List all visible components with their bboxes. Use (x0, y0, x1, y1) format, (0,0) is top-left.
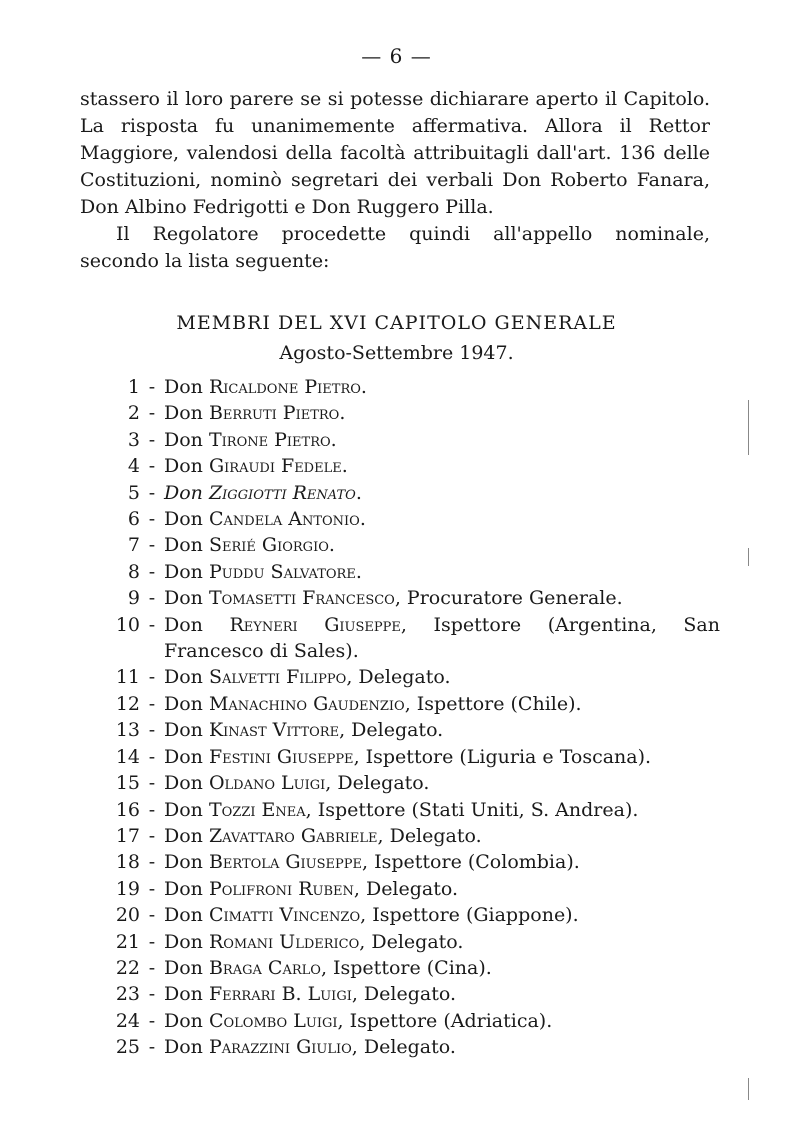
member-role: . (355, 481, 362, 504)
member-title: Don (164, 508, 203, 531)
member-title: Don (164, 613, 203, 636)
member-item (80, 717, 720, 743)
member-number: 8 (127, 560, 140, 583)
member-title: Don (164, 904, 203, 927)
member-number: 13 (115, 719, 140, 742)
member-dash: - (148, 930, 156, 953)
member-number: 18 (115, 851, 140, 874)
member-number: 20 (115, 904, 140, 927)
member-role: . (328, 534, 335, 557)
member-title: Don (164, 851, 203, 874)
intro-paragraph-2: Il Regolatore procedette quindi all'appello nominale, secondo la lista seguente: (80, 223, 710, 272)
member-name: Tirone Pietro (208, 428, 331, 451)
member-dash: - (148, 534, 156, 557)
member-title: Don (164, 983, 203, 1006)
member-item (80, 374, 720, 400)
member-title: Don (164, 1009, 203, 1032)
member-title: Don (164, 798, 203, 821)
member-name: Parazzini Giulio (208, 1036, 352, 1059)
member-text (164, 981, 720, 1007)
member-text (164, 929, 720, 955)
member-text (164, 876, 720, 902)
member-title: Don (164, 956, 203, 979)
member-number: 6 (127, 508, 140, 531)
member-number: 1 (127, 376, 140, 398)
member-dash: - (148, 508, 156, 531)
member-role: , Delegato. (359, 930, 464, 953)
member-text (164, 1034, 720, 1060)
member-number: 16 (115, 798, 140, 821)
member-title: Don (164, 455, 203, 478)
member-name: Candela Antonio (208, 508, 360, 531)
member-item (80, 1034, 720, 1060)
member-title: Don (164, 719, 203, 742)
member-text (164, 717, 720, 743)
member-text (164, 770, 720, 796)
member-number: 14 (115, 745, 140, 768)
member-dash: - (148, 877, 156, 900)
member-item (80, 400, 720, 426)
member-number: 15 (115, 772, 140, 795)
margin-mark (748, 548, 749, 566)
member-text (164, 849, 720, 875)
member-role: . (341, 455, 348, 478)
member-number: 22 (115, 956, 140, 979)
member-name: Manachino Gaudenzio (208, 692, 405, 715)
member-title: Don (164, 745, 203, 768)
member-dash: - (148, 455, 156, 478)
member-role: , Delegato. (377, 824, 482, 847)
member-role: , Ispettore (Colombia). (362, 851, 580, 874)
member-item (80, 955, 720, 981)
member-role: . (355, 560, 362, 583)
member-item (80, 664, 720, 690)
member-title: Don (164, 877, 203, 900)
member-name: Tomasetti Francesco (208, 587, 395, 610)
member-item (80, 612, 720, 665)
member-title: Don (164, 666, 203, 689)
member-role: , Delegato. (325, 772, 430, 795)
member-number: 7 (127, 534, 140, 557)
intro-paragraph-1: stassero il loro parere se si potesse dichiarare aperto il Capitolo. La risposta fu unanimemente affermativa. Allora il Rettor Maggiore, valendosi della facoltà attribuitagli dall'art. 136 delle Costituzioni, nominò segretari dei verbali Don Roberto Fanara, Don Albino Fedrigotti e Don Ruggero Pilla. (80, 88, 710, 218)
member-name: Puddu Salvatore (208, 560, 356, 583)
member-role: , Procuratore Generale. (394, 587, 623, 610)
member-item (80, 929, 720, 955)
member-dash: - (148, 376, 156, 398)
member-dash: - (148, 798, 156, 821)
member-name: Kinast Vittore (208, 719, 340, 742)
member-name: Bertola Giuseppe (208, 851, 363, 874)
member-dash: - (148, 692, 156, 715)
member-text (164, 427, 720, 453)
member-role: . (339, 402, 346, 425)
member-dash: - (148, 666, 156, 689)
member-role: . (359, 508, 366, 531)
member-number: 24 (115, 1009, 140, 1032)
member-item (80, 1008, 720, 1034)
member-name: Serié Giorgio (208, 534, 329, 557)
member-title: Don (164, 428, 203, 451)
member-dash: - (148, 904, 156, 927)
member-title: Don (164, 376, 203, 398)
member-item (80, 849, 720, 875)
member-dash: - (148, 983, 156, 1006)
member-name: Reyneri Giuseppe (229, 613, 401, 636)
member-name: Ferrari B. Luigi (208, 983, 352, 1006)
member-dash: - (148, 956, 156, 979)
member-name: Braga Carlo (208, 956, 321, 979)
member-item (80, 876, 720, 902)
member-text (164, 374, 720, 400)
member-text (164, 744, 720, 770)
member-number: 23 (115, 983, 140, 1006)
member-item (80, 744, 720, 770)
member-role: , Ispettore (Chile). (404, 692, 582, 715)
member-name: Romani Ulderico (208, 930, 360, 953)
member-dash: - (148, 1009, 156, 1032)
member-title: Don (164, 772, 203, 795)
member-role: , Delegato. (351, 983, 456, 1006)
member-name: Colombo Luigi (208, 1009, 338, 1032)
member-role: , Ispettore (Giappone). (360, 904, 579, 927)
member-title: Don (164, 930, 203, 953)
member-role: , Delegato. (339, 719, 444, 742)
intro-text (80, 86, 710, 275)
member-text (164, 612, 720, 665)
members-list (80, 374, 720, 1061)
member-role: . (360, 376, 367, 398)
list-subtitle: Agosto-Settembre 1947. (279, 342, 514, 364)
member-item (80, 506, 720, 532)
member-title: Don (164, 481, 203, 504)
member-text (164, 691, 720, 717)
member-dash: - (148, 587, 156, 610)
member-number: 17 (115, 824, 140, 847)
member-role: , Delegato. (353, 877, 459, 900)
member-text (164, 559, 720, 585)
member-dash: - (148, 745, 156, 768)
member-text (164, 1008, 720, 1034)
member-name: Festini Giuseppe (208, 745, 354, 768)
member-item (80, 691, 720, 717)
member-item (80, 532, 720, 558)
member-dash: - (148, 560, 156, 583)
member-dash: - (148, 613, 156, 636)
member-role: , Ispettore (Stati Uniti, S. Andrea). (305, 798, 639, 821)
member-role: , Delegato. (351, 1036, 456, 1059)
member-name: Tozzi Enea (208, 798, 306, 821)
member-number: 11 (115, 666, 140, 689)
member-role: , Ispettore (Adriatica). (337, 1009, 553, 1032)
member-name: Giraudi Fedele (208, 455, 342, 478)
member-dash: - (148, 772, 156, 795)
member-item (80, 427, 720, 453)
member-role: , Ispettore (Cina). (320, 956, 492, 979)
member-name: Ricaldone Pietro (208, 376, 361, 398)
member-title: Don (164, 692, 203, 715)
member-item (80, 770, 720, 796)
member-title: Don (164, 824, 203, 847)
margin-mark (748, 400, 749, 455)
member-number: 2 (127, 402, 140, 425)
member-number: 4 (127, 455, 140, 478)
member-number: 10 (115, 613, 140, 636)
member-number: 21 (115, 930, 140, 953)
member-item (80, 559, 720, 585)
member-text (164, 480, 720, 506)
member-number: 3 (127, 428, 140, 451)
member-dash: - (148, 481, 156, 504)
member-name: Zavattaro Gabriele (208, 824, 378, 847)
member-text (164, 664, 720, 690)
member-title: Don (164, 1036, 203, 1059)
member-role: , Delegato. (346, 666, 451, 689)
member-title: Don (164, 402, 203, 425)
member-name: Berruti Pietro (208, 402, 340, 425)
member-name: Polifroni Ruben (208, 877, 354, 900)
member-item (80, 823, 720, 849)
member-title: Don (164, 587, 203, 610)
member-dash: - (148, 851, 156, 874)
member-name: Cimatti Vincenzo (208, 904, 361, 927)
member-text (164, 823, 720, 849)
member-role: , Ispettore (Argentina, San Francesco di Sales). (164, 613, 721, 663)
member-item (80, 902, 720, 928)
member-name: Ziggiotti Renato (208, 481, 356, 504)
member-title: Don (164, 534, 203, 557)
member-number: 5 (127, 481, 140, 504)
member-item (80, 981, 720, 1007)
member-name: Oldano Luigi (208, 772, 326, 795)
member-item (80, 585, 720, 611)
member-dash: - (148, 402, 156, 425)
member-text (164, 400, 720, 426)
list-title: MEMBRI DEL XVI CAPITOLO GENERALE (176, 312, 617, 334)
member-item (80, 453, 720, 479)
member-text (164, 506, 720, 532)
member-title: Don (164, 560, 203, 583)
member-role: . (330, 428, 337, 451)
member-dash: - (148, 428, 156, 451)
member-dash: - (148, 824, 156, 847)
member-number: 9 (127, 587, 140, 610)
member-item (80, 480, 720, 506)
member-name: Salvetti Filippo (208, 666, 347, 689)
member-item (80, 797, 720, 823)
member-text (164, 585, 720, 611)
member-number: 19 (115, 877, 140, 900)
member-number: 12 (115, 692, 140, 715)
margin-mark (748, 1078, 749, 1100)
member-text (164, 797, 720, 823)
member-role: , Ispettore (Liguria e Toscana). (353, 745, 652, 768)
member-text (164, 532, 720, 558)
page-number: — 6 — (361, 44, 432, 68)
member-text (164, 902, 720, 928)
member-number: 25 (115, 1036, 140, 1059)
member-dash: - (148, 1036, 156, 1059)
member-text (164, 453, 720, 479)
member-dash: - (148, 719, 156, 742)
member-text (164, 955, 720, 981)
